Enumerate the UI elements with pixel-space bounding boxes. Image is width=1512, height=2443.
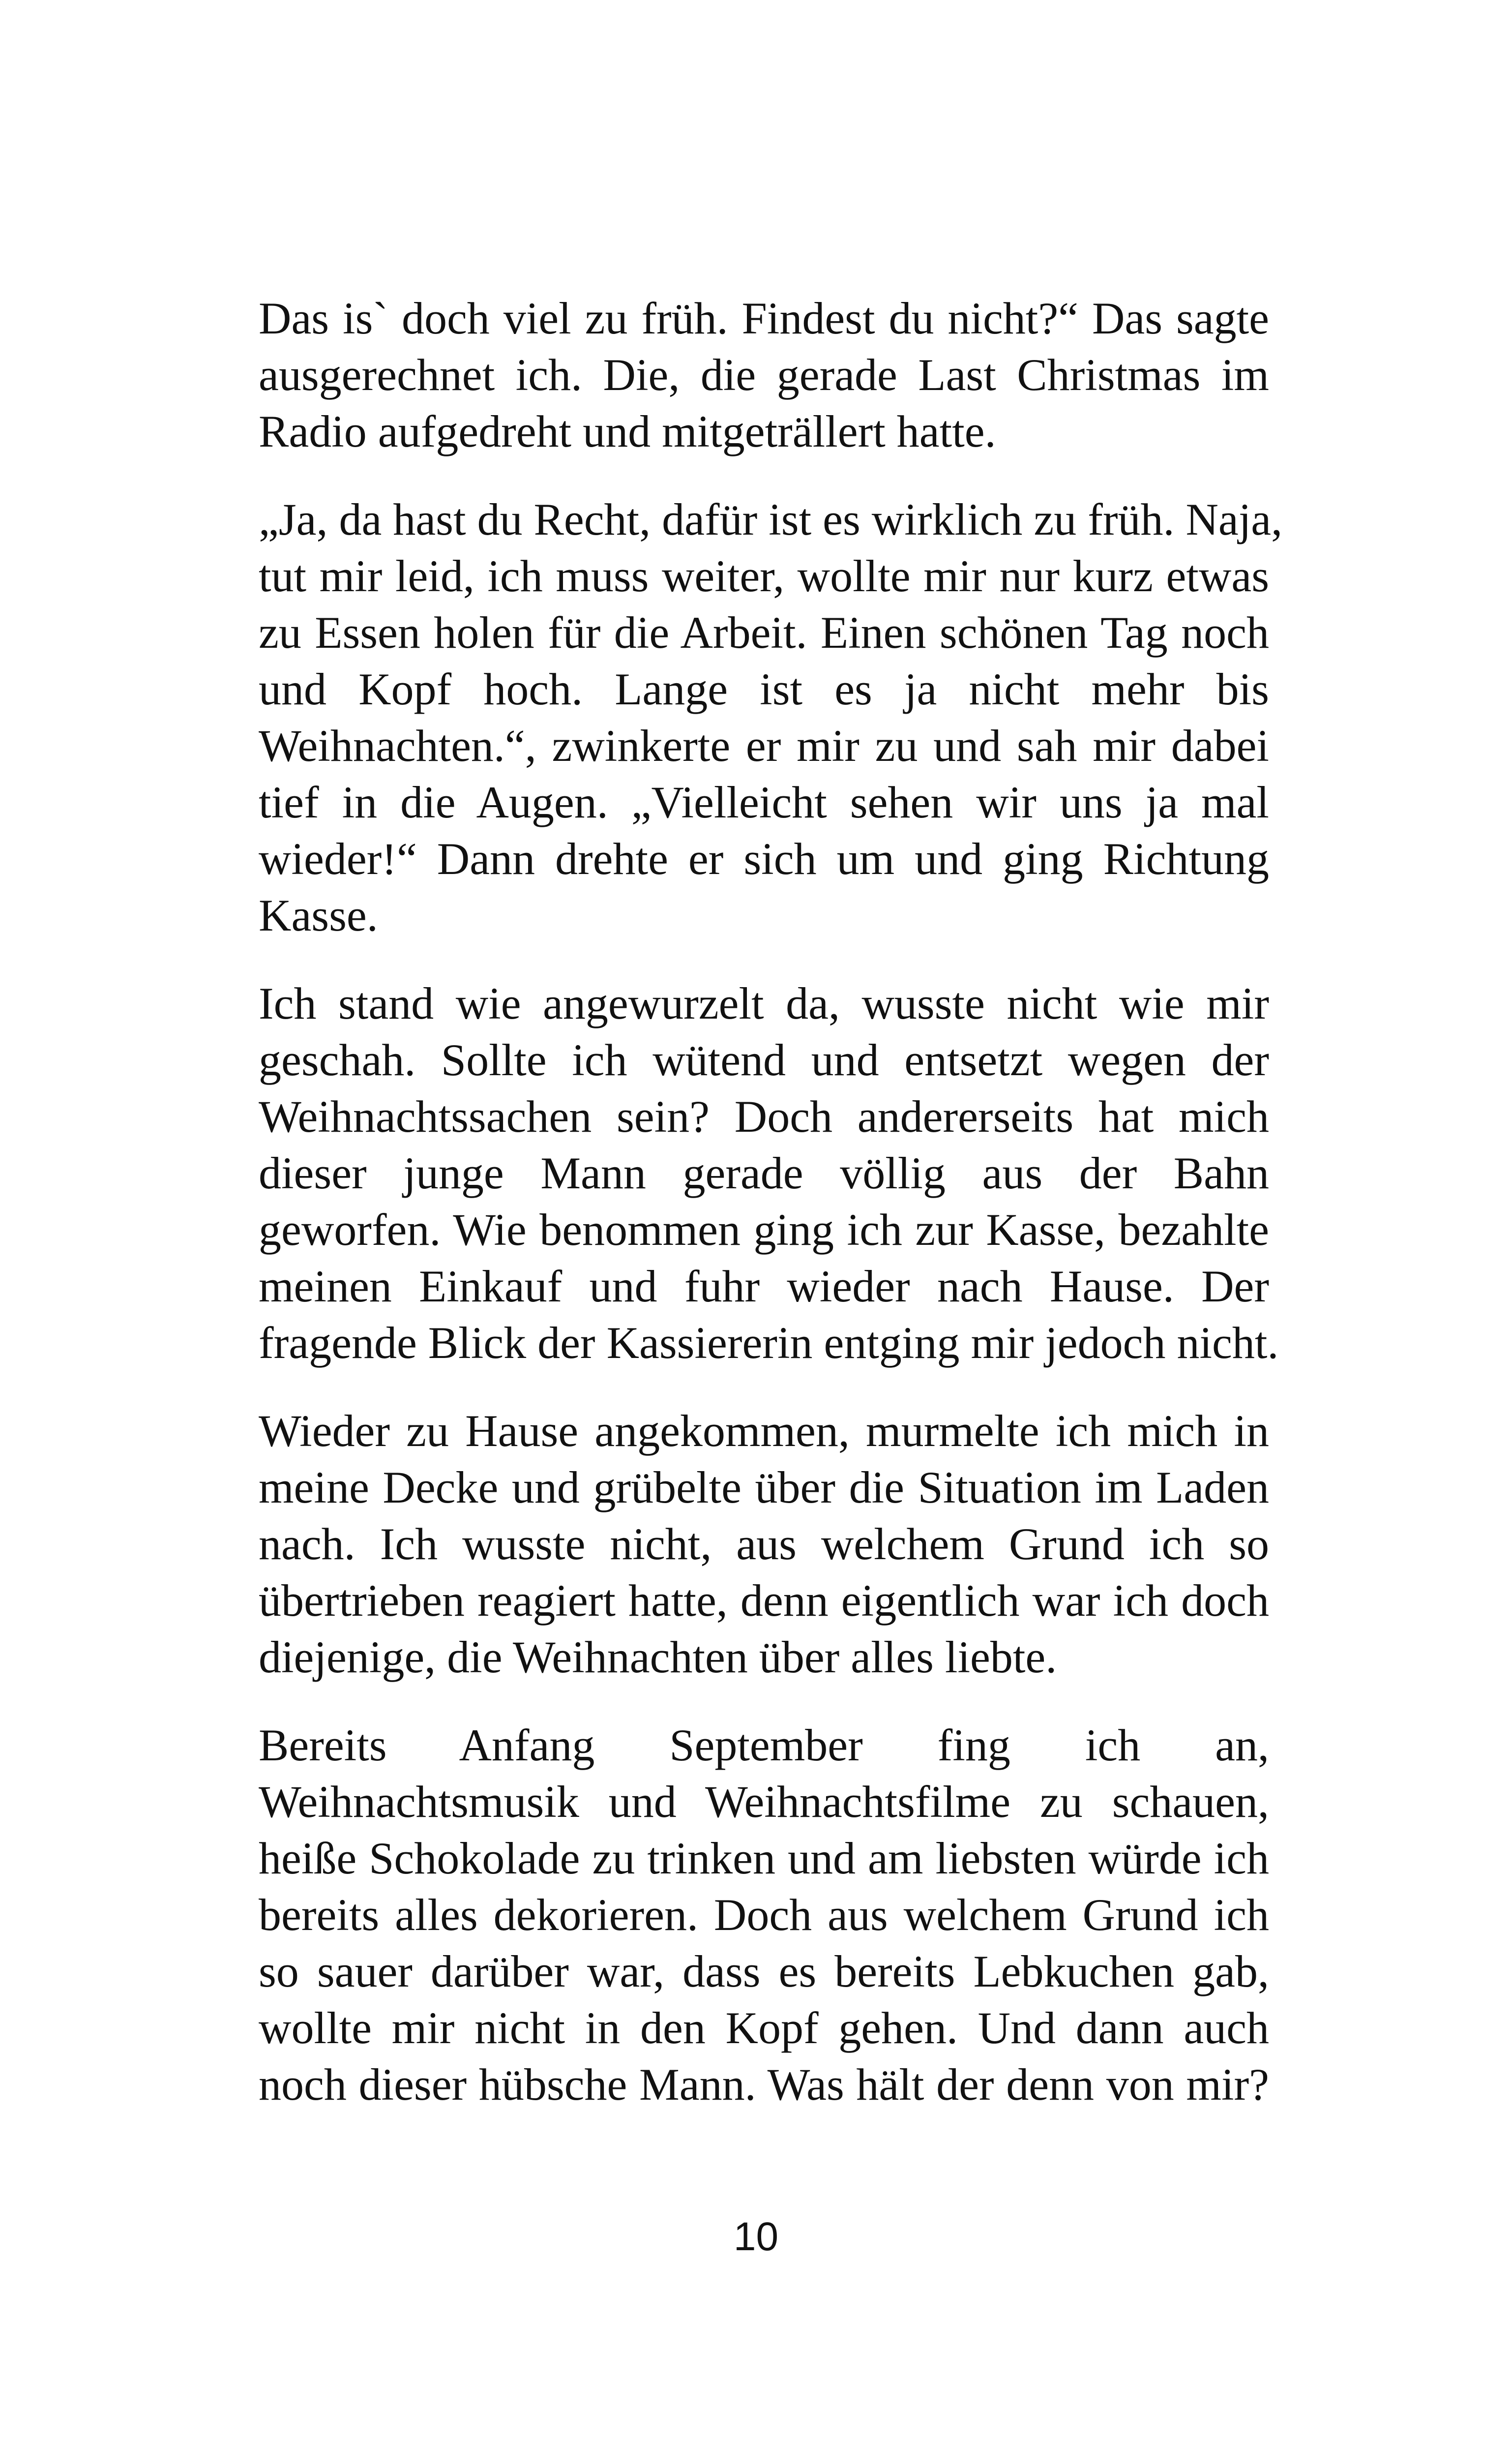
text-line: zu Essen holen für die Arbeit. Einen schönen Tag noch (259, 607, 1269, 658)
text-line: bereits alles dekorieren. Doch aus welchem Grund ich (259, 1890, 1269, 1940)
text-line: diejenige, die Weihnachten über alles liebte. (259, 1632, 1057, 1682)
text-line: Kasse. (259, 890, 378, 940)
text-line: geworfen. Wie benommen ging ich zur Kasse, bezahlte (259, 1205, 1269, 1255)
text-line: so sauer darüber war, dass es bereits Lebkuchen gab, (259, 1946, 1269, 1996)
text-line: nach. Ich wusste nicht, aus welchem Grund ich so (259, 1519, 1269, 1569)
paragraph-3 (259, 975, 1279, 1371)
page-number: 10 (733, 2214, 779, 2259)
text-line: übertrieben reagiert hatte, denn eigentlich war ich doch (259, 1575, 1269, 1626)
text-line: meine Decke und grübelte über die Situation im Laden (259, 1462, 1269, 1512)
text-line: „Ja, da hast du Recht, dafür ist es wirklich zu früh. Naja, (259, 494, 1283, 544)
paragraph-1 (259, 290, 1269, 460)
paragraph-5 (259, 1717, 1269, 2113)
text-line: Ich stand wie angewurzelt da, wusste nicht wie mir (259, 978, 1269, 1028)
text-line: Weihnachtssachen sein? Doch andererseits hat mich (259, 1091, 1269, 1142)
text-line: heiße Schokolade zu trinken und am liebsten würde ich (259, 1833, 1269, 1883)
text-line: tief in die Augen. „Vielleicht sehen wir uns ja mal (259, 777, 1269, 827)
text-line: wollte mir nicht in den Kopf gehen. Und dann auch (259, 2003, 1269, 2053)
text-line: und Kopf hoch. Lange ist es ja nicht mehr bis (259, 664, 1269, 714)
text-line: meinen Einkauf und fuhr wieder nach Hause. Der (259, 1261, 1269, 1311)
text-line: Weihnachtsmusik und Weihnachtsfilme zu schauen, (259, 1777, 1269, 1827)
text-line: fragende Blick der Kassiererin entging mir jedoch nicht. (259, 1318, 1279, 1368)
paragraph-2 (259, 491, 1283, 944)
text-line: Weihnachten.“, zwinkerte er mir zu und sah mir dabei (259, 721, 1269, 771)
body-text (259, 290, 1283, 2144)
text-line: Bereits Anfang September fing ich an, (259, 1720, 1269, 1770)
text-line: ausgerechnet ich. Die, die gerade Last Christmas im (259, 350, 1269, 400)
text-line: wieder!“ Dann drehte er sich um und ging Richtung (259, 834, 1269, 884)
text-line: Das is` doch viel zu früh. Findest du nicht?“ Das sagte (259, 293, 1269, 343)
paragraph-4 (259, 1403, 1269, 1686)
text-line: dieser junge Mann gerade völlig aus der Bahn (259, 1148, 1269, 1198)
text-line: Radio aufgedreht und mitgeträllert hatte. (259, 406, 996, 456)
text-line: noch dieser hübsche Mann. Was hält der denn von mir? (259, 2059, 1269, 2110)
text-line: geschah. Sollte ich wütend und entsetzt wegen der (259, 1035, 1269, 1085)
text-line: Wieder zu Hause angekommen, murmelte ich mich in (259, 1406, 1269, 1456)
text-line: tut mir leid, ich muss weiter, wollte mir nur kurz etwas (259, 551, 1269, 601)
